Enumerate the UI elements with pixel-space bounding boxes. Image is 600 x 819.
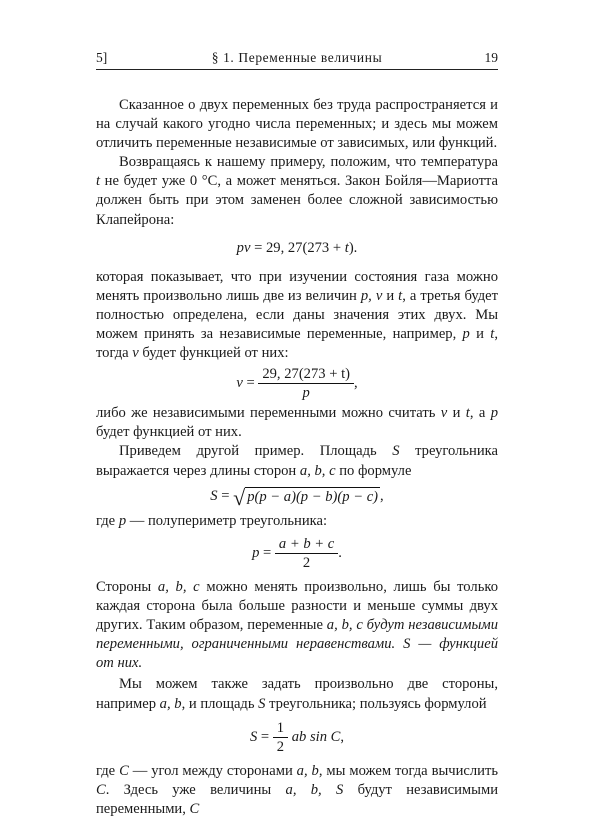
paragraph-4: либо же независимыми переменными можно считать v и t, а p будет функцией от них.	[96, 405, 499, 441]
running-title: § 1. Переменные величины	[211, 50, 383, 65]
equation-semiperimeter: p = $\frac{a + b + c}{2}$ .	[252, 535, 342, 571]
paragraph-5: Приведем другой пример. Площадь S треугольника выражается через длины сторон a, b, c по формуле	[96, 443, 499, 479]
equation-area-sine: S = $\frac{1}{2}$ ab sin C,	[249, 719, 345, 755]
paragraph-6: где p — полупериметр треугольника:	[96, 512, 328, 529]
paragraph-9: где C — угол между сторонами a, b, мы можем тогда вычислить C. Здесь уже величины a, b, S будут независимыми переменными, C	[96, 762, 499, 817]
running-header	[96, 50, 498, 68]
paragraph-8: Мы можем также задать произвольно две стороны, например a, b, и площадь S треугольника; пользуясь формулой	[96, 676, 498, 712]
paragraph-1: Сказанное о двух переменных без труда распространяется и на случай какого угодно числа переменных; и здесь мы можем отличить переменные независимые от зависимых, или функций.	[96, 97, 498, 152]
equation-clapeyron: pv = 29, 27(273 + t).	[236, 239, 358, 256]
section-number: 5]	[96, 50, 108, 65]
paragraph-2: Возвращаясь к нашему примеру, положим, что температура t не будет уже 0 °C, а может меняться. Закон Бойля—Мариотта должен быть при этом заменен более сложной зависимостью Клапейрона:	[96, 154, 498, 228]
page-body	[96, 96, 498, 819]
paragraph-3: которая показывает, что при изучении состояния газа можно менять произвольно лишь две из величин p, v и t, а третья будет полностью определена, если даны значения этих двух. Мы можем принять за независимые переменные, например, p и t, тогда v будет функцией от них:	[96, 268, 498, 362]
equation-heron: S = √ p(p − a)(p − b)(p − c) ,	[210, 484, 384, 510]
sqrt-sign: √	[233, 484, 246, 510]
fraction-numerator: 29, 27(273 + t)	[262, 366, 351, 383]
page-number: 19	[484, 50, 498, 65]
equation-v-function: v = $\frac{29, 27(273 + t)}{p}$ ,	[236, 366, 358, 402]
paragraph-7: Стороны a, b, c можно менять произвольно, лишь бы только каждая сторона была больше разности и меньше суммы двух других. Таким образом, переменные a, b, c будут независимыми переменными, ограниченными неравенствами. S — функцией от них.	[96, 578, 499, 672]
fraction-denominator: p	[258, 383, 354, 402]
radicand: p(p − a)(p − b)(p − c)	[247, 488, 379, 505]
header-rule	[96, 69, 498, 70]
